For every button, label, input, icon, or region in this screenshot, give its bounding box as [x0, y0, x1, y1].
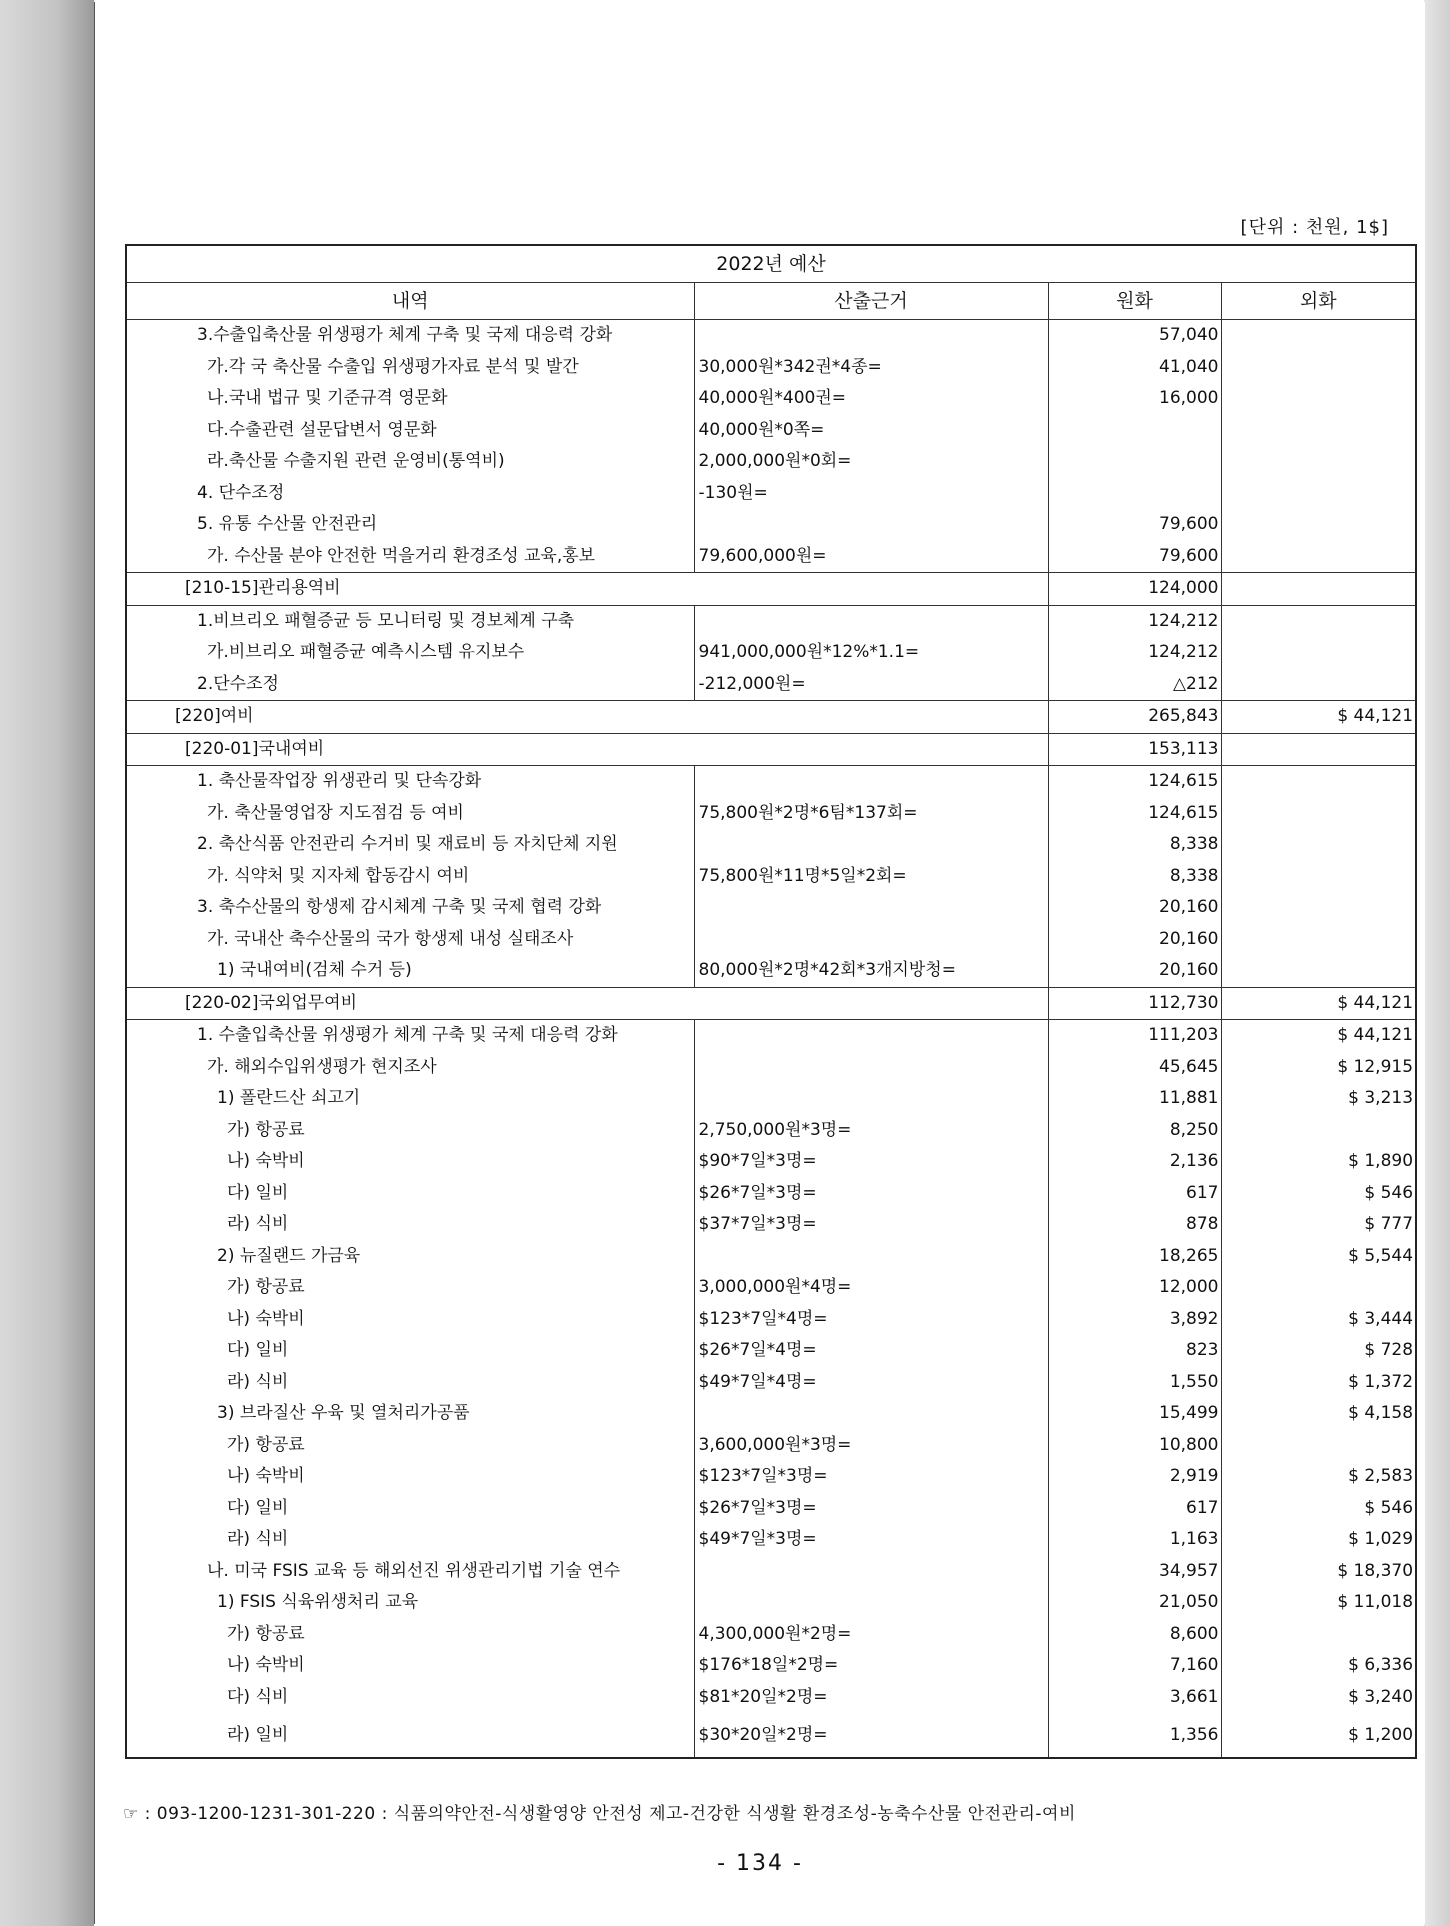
row-usd: $ 3,444 — [1221, 1304, 1416, 1336]
row-krw: 8,600 — [1048, 1619, 1221, 1651]
row-krw: 153,113 — [1048, 733, 1221, 766]
row-usd — [1221, 892, 1416, 924]
table-row — [126, 1115, 1416, 1147]
row-basis — [694, 1398, 1048, 1430]
row-item: [220-01]국내여비 — [126, 733, 1048, 766]
table-row — [126, 1461, 1416, 1493]
row-item: 1) FSIS 식육위생처리 교육 — [126, 1587, 694, 1619]
row-krw: 20,160 — [1048, 924, 1221, 956]
row-krw: 8,338 — [1048, 861, 1221, 893]
row-item: 가) 항공료 — [126, 1272, 694, 1304]
table-row — [126, 637, 1416, 669]
row-usd: $ 44,121 — [1221, 701, 1416, 734]
row-basis: $26*7일*3명= — [694, 1178, 1048, 1210]
row-item: 가) 항공료 — [126, 1619, 694, 1651]
row-usd — [1221, 637, 1416, 669]
row-item: 2. 축산식품 안전관리 수거비 및 재료비 등 자치단체 지원 — [126, 829, 694, 861]
table-row — [126, 1556, 1416, 1588]
row-basis: $30*20일*2명= — [694, 1713, 1048, 1758]
row-usd — [1221, 733, 1416, 766]
row-usd — [1221, 1430, 1416, 1462]
row-basis: $49*7일*4명= — [694, 1367, 1048, 1399]
row-usd: $ 18,370 — [1221, 1556, 1416, 1588]
row-usd: $ 5,544 — [1221, 1241, 1416, 1273]
table-body — [126, 320, 1416, 1759]
table-row — [126, 1304, 1416, 1336]
row-krw: 617 — [1048, 1178, 1221, 1210]
row-basis: $81*20일*2명= — [694, 1682, 1048, 1714]
table-row — [126, 605, 1416, 637]
table-row — [126, 1146, 1416, 1178]
row-item: 3.수출입축산물 위생평가 체계 구축 및 국제 대응력 강화 — [126, 320, 694, 352]
table-row — [126, 1493, 1416, 1525]
row-krw: 2,136 — [1048, 1146, 1221, 1178]
row-item: 라) 식비 — [126, 1524, 694, 1556]
row-krw: 16,000 — [1048, 383, 1221, 415]
row-item: 1. 축산물작업장 위생관리 및 단속강화 — [126, 766, 694, 798]
row-item: 가.비브리오 패혈증균 예측시스템 유지보수 — [126, 637, 694, 669]
row-item: 나) 숙박비 — [126, 1304, 694, 1336]
row-krw: 878 — [1048, 1209, 1221, 1241]
row-krw: 3,892 — [1048, 1304, 1221, 1336]
header-item: 내역 — [126, 283, 694, 320]
row-basis: $123*7일*4명= — [694, 1304, 1048, 1336]
row-usd — [1221, 383, 1416, 415]
row-krw: 57,040 — [1048, 320, 1221, 352]
row-item: 다) 일비 — [126, 1335, 694, 1367]
row-krw: 18,265 — [1048, 1241, 1221, 1273]
row-basis: 75,800원*2명*6팀*137회= — [694, 798, 1048, 830]
document-page — [94, 2, 1425, 1924]
row-usd — [1221, 798, 1416, 830]
row-usd — [1221, 478, 1416, 510]
row-item: 라) 식비 — [126, 1209, 694, 1241]
row-krw: 265,843 — [1048, 701, 1221, 734]
row-usd: $ 4,158 — [1221, 1398, 1416, 1430]
row-usd — [1221, 320, 1416, 352]
row-basis: 80,000원*2명*42회*3개지방청= — [694, 955, 1048, 987]
table-row — [126, 1682, 1416, 1714]
row-item: 다) 일비 — [126, 1178, 694, 1210]
table-row — [126, 1052, 1416, 1084]
row-item: 1) 폴란드산 쇠고기 — [126, 1083, 694, 1115]
row-item: 가. 수산물 분야 안전한 먹을거리 환경조성 교육,홍보 — [126, 541, 694, 573]
row-usd: $ 11,018 — [1221, 1587, 1416, 1619]
row-basis: 3,600,000원*3명= — [694, 1430, 1048, 1462]
row-basis: 40,000원*0쪽= — [694, 415, 1048, 447]
row-item: 가. 축산물영업장 지도점검 등 여비 — [126, 798, 694, 830]
row-krw: 112,730 — [1048, 987, 1221, 1020]
table-row — [126, 701, 1416, 734]
table-row — [126, 1524, 1416, 1556]
row-usd: $ 12,915 — [1221, 1052, 1416, 1084]
table-row — [126, 415, 1416, 447]
unit-note: [단위 : 천원, 1$] — [1240, 217, 1389, 238]
table-row — [126, 1587, 1416, 1619]
table-row — [126, 861, 1416, 893]
row-usd — [1221, 415, 1416, 447]
row-krw: 3,661 — [1048, 1682, 1221, 1714]
table-row — [126, 320, 1416, 352]
header-krw: 원화 — [1048, 283, 1221, 320]
budget-table — [125, 244, 1417, 1759]
row-usd: $ 1,372 — [1221, 1367, 1416, 1399]
table-row — [126, 829, 1416, 861]
table-row — [126, 987, 1416, 1020]
row-usd — [1221, 1619, 1416, 1651]
row-basis: -130원= — [694, 478, 1048, 510]
row-krw: 1,163 — [1048, 1524, 1221, 1556]
row-item: 나.국내 법규 및 기준규격 영문화 — [126, 383, 694, 415]
row-krw: 124,212 — [1048, 605, 1221, 637]
row-item: 2.단수조정 — [126, 669, 694, 701]
row-item: 가. 해외수입위생평가 현지조사 — [126, 1052, 694, 1084]
row-item: 1. 수출입축산물 위생평가 체계 구축 및 국제 대응력 강화 — [126, 1020, 694, 1052]
row-basis — [694, 1556, 1048, 1588]
row-usd — [1221, 766, 1416, 798]
row-krw: 79,600 — [1048, 509, 1221, 541]
row-basis: 4,300,000원*2명= — [694, 1619, 1048, 1651]
row-basis: $176*18일*2명= — [694, 1650, 1048, 1682]
table-row — [126, 924, 1416, 956]
header-usd: 외화 — [1221, 283, 1416, 320]
table-row — [126, 383, 1416, 415]
row-basis — [694, 320, 1048, 352]
row-basis: 2,750,000원*3명= — [694, 1115, 1048, 1147]
table-row — [126, 352, 1416, 384]
row-krw: 10,800 — [1048, 1430, 1221, 1462]
row-krw: 1,356 — [1048, 1713, 1221, 1758]
row-usd: $ 1,890 — [1221, 1146, 1416, 1178]
row-krw: 124,000 — [1048, 573, 1221, 606]
row-krw: 79,600 — [1048, 541, 1221, 573]
row-krw: 124,615 — [1048, 798, 1221, 830]
table-row — [126, 669, 1416, 701]
row-item: 가) 항공료 — [126, 1430, 694, 1462]
row-krw: 45,645 — [1048, 1052, 1221, 1084]
row-item: 5. 유통 수산물 안전관리 — [126, 509, 694, 541]
table-row — [126, 573, 1416, 606]
row-krw: 1,550 — [1048, 1367, 1221, 1399]
row-item: 4. 단수조정 — [126, 478, 694, 510]
row-krw: 11,881 — [1048, 1083, 1221, 1115]
row-item: [220]여비 — [126, 701, 1048, 734]
header-basis: 산출근거 — [694, 283, 1048, 320]
row-basis: $49*7일*3명= — [694, 1524, 1048, 1556]
row-item: 다) 식비 — [126, 1682, 694, 1714]
row-usd — [1221, 541, 1416, 573]
row-basis — [694, 892, 1048, 924]
row-krw: 8,250 — [1048, 1115, 1221, 1147]
table-row — [126, 1241, 1416, 1273]
row-usd — [1221, 955, 1416, 987]
row-usd — [1221, 1115, 1416, 1147]
row-item: 나. 미국 FSIS 교육 등 해외선진 위생관리기법 기술 연수 — [126, 1556, 694, 1588]
table-row — [126, 1272, 1416, 1304]
row-item: 1.비브리오 패혈증균 등 모니터링 및 경보체계 구축 — [126, 605, 694, 637]
row-usd: $ 777 — [1221, 1209, 1416, 1241]
row-krw — [1048, 415, 1221, 447]
row-basis — [694, 766, 1048, 798]
row-usd — [1221, 924, 1416, 956]
page-edge-left — [0, 0, 94, 1926]
row-usd: $ 1,029 — [1221, 1524, 1416, 1556]
table-row — [126, 1650, 1416, 1682]
row-basis: $26*7일*4명= — [694, 1335, 1048, 1367]
row-usd: $ 6,336 — [1221, 1650, 1416, 1682]
page-number: - 134 - — [717, 1851, 803, 1876]
row-krw: 15,499 — [1048, 1398, 1221, 1430]
row-krw: 8,338 — [1048, 829, 1221, 861]
table-row — [126, 1178, 1416, 1210]
row-krw: 823 — [1048, 1335, 1221, 1367]
row-usd — [1221, 829, 1416, 861]
table-row — [126, 892, 1416, 924]
row-item: 라.축산물 수출지원 관련 운영비(통역비) — [126, 446, 694, 478]
row-krw: 20,160 — [1048, 892, 1221, 924]
row-usd — [1221, 446, 1416, 478]
row-usd: $ 546 — [1221, 1493, 1416, 1525]
row-basis: $37*7일*3명= — [694, 1209, 1048, 1241]
row-basis — [694, 509, 1048, 541]
row-basis — [694, 1587, 1048, 1619]
row-usd: $ 3,213 — [1221, 1083, 1416, 1115]
row-basis — [694, 1052, 1048, 1084]
row-krw: 7,160 — [1048, 1650, 1221, 1682]
row-item: 1) 국내여비(검체 수거 등) — [126, 955, 694, 987]
row-basis: 941,000,000원*12%*1.1= — [694, 637, 1048, 669]
table-row — [126, 541, 1416, 573]
row-item: [220-02]국외업무여비 — [126, 987, 1048, 1020]
row-krw — [1048, 446, 1221, 478]
row-krw: △212 — [1048, 669, 1221, 701]
table-row — [126, 798, 1416, 830]
row-usd — [1221, 861, 1416, 893]
row-basis: 2,000,000원*0회= — [694, 446, 1048, 478]
row-usd — [1221, 669, 1416, 701]
row-basis: 79,600,000원= — [694, 541, 1048, 573]
row-usd — [1221, 605, 1416, 637]
table-row — [126, 446, 1416, 478]
row-basis: 3,000,000원*4명= — [694, 1272, 1048, 1304]
row-basis — [694, 829, 1048, 861]
table-title: 2022년 예산 — [126, 245, 1416, 283]
table-row — [126, 478, 1416, 510]
table-row — [126, 1335, 1416, 1367]
row-item: 나) 숙박비 — [126, 1146, 694, 1178]
row-krw — [1048, 478, 1221, 510]
row-basis: 75,800원*11명*5일*2회= — [694, 861, 1048, 893]
row-item: 나) 숙박비 — [126, 1650, 694, 1682]
row-item: 다) 일비 — [126, 1493, 694, 1525]
row-item: 라) 일비 — [126, 1713, 694, 1758]
table-row — [126, 766, 1416, 798]
table-row — [126, 509, 1416, 541]
row-usd: $ 2,583 — [1221, 1461, 1416, 1493]
row-usd — [1221, 1272, 1416, 1304]
row-item: 3. 축수산물의 항생제 감시체계 구축 및 국제 협력 강화 — [126, 892, 694, 924]
row-item: 3) 브라질산 우육 및 열처리가공품 — [126, 1398, 694, 1430]
table-row — [126, 1398, 1416, 1430]
row-basis: -212,000원= — [694, 669, 1048, 701]
row-krw: 111,203 — [1048, 1020, 1221, 1052]
row-usd: $ 1,200 — [1221, 1713, 1416, 1758]
row-item: 가. 식약처 및 지자체 합동감시 여비 — [126, 861, 694, 893]
row-basis — [694, 1083, 1048, 1115]
table-row — [126, 1430, 1416, 1462]
table-row — [126, 955, 1416, 987]
table-row — [126, 1713, 1416, 1758]
row-usd — [1221, 509, 1416, 541]
row-basis: 40,000원*400권= — [694, 383, 1048, 415]
row-usd: $ 728 — [1221, 1335, 1416, 1367]
row-item: 2) 뉴질랜드 가금육 — [126, 1241, 694, 1273]
row-krw: 2,919 — [1048, 1461, 1221, 1493]
row-item: 가.각 국 축산물 수출입 위생평가자료 분석 및 발간 — [126, 352, 694, 384]
row-item: 나) 숙박비 — [126, 1461, 694, 1493]
row-item: 라) 식비 — [126, 1367, 694, 1399]
row-usd: $ 44,121 — [1221, 1020, 1416, 1052]
row-usd: $ 3,240 — [1221, 1682, 1416, 1714]
row-usd: $ 44,121 — [1221, 987, 1416, 1020]
table-row — [126, 1209, 1416, 1241]
row-basis: $26*7일*3명= — [694, 1493, 1048, 1525]
row-item: [210-15]관리용역비 — [126, 573, 1048, 606]
row-basis — [694, 924, 1048, 956]
footnote: ☞ : 093-1200-1231-301-220 : 식품의약안전-식생활영양 안전성 제고-건강한 식생활 환경조성-농축수산물 안전관리-여비 — [123, 1804, 1076, 1824]
row-basis: 30,000원*342권*4종= — [694, 352, 1048, 384]
table-row — [126, 1619, 1416, 1651]
row-usd — [1221, 352, 1416, 384]
table-row — [126, 1083, 1416, 1115]
row-krw: 34,957 — [1048, 1556, 1221, 1588]
row-usd — [1221, 573, 1416, 606]
row-item: 다.수출관련 설문답변서 영문화 — [126, 415, 694, 447]
row-basis — [694, 1020, 1048, 1052]
row-item: 가) 항공료 — [126, 1115, 694, 1147]
row-krw: 124,615 — [1048, 766, 1221, 798]
row-krw: 21,050 — [1048, 1587, 1221, 1619]
row-krw: 124,212 — [1048, 637, 1221, 669]
row-krw: 20,160 — [1048, 955, 1221, 987]
table-row — [126, 733, 1416, 766]
row-basis — [694, 605, 1048, 637]
table-row — [126, 1367, 1416, 1399]
page-edge-right — [1424, 0, 1450, 1926]
table-row — [126, 1020, 1416, 1052]
row-basis: $123*7일*3명= — [694, 1461, 1048, 1493]
row-basis — [694, 1241, 1048, 1273]
row-usd: $ 546 — [1221, 1178, 1416, 1210]
row-krw: 41,040 — [1048, 352, 1221, 384]
row-krw: 12,000 — [1048, 1272, 1221, 1304]
row-item: 가. 국내산 축수산물의 국가 항생제 내성 실태조사 — [126, 924, 694, 956]
row-basis: $90*7일*3명= — [694, 1146, 1048, 1178]
row-krw: 617 — [1048, 1493, 1221, 1525]
